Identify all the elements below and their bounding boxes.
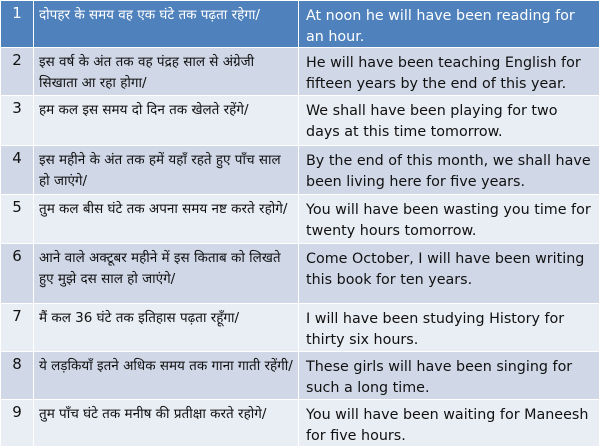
row-number: 4 xyxy=(1,146,33,194)
english-sentence: He will have been teaching English for fifteen years by the end of this year. xyxy=(299,48,599,95)
english-sentence: I will have been studying History for thirty six hours. xyxy=(299,304,599,351)
english-sentence: You will have been waiting for Maneesh for five hours. xyxy=(299,400,599,446)
hindi-sentence: तुम कल बीस घंटे तक अपना समय नष्ट करते रहोगे/ xyxy=(34,195,298,243)
hindi-sentence: आने वाले अक्टूबर महीने में इस किताब को लिखते हुए मुझे दस साल हो जाएंगे/ xyxy=(34,244,298,303)
hindi-sentence: तुम पाँच घंटे तक मनीष की प्रतीक्षा करते रहोगे/ xyxy=(34,400,298,446)
hindi-sentence: इस वर्ष के अंत तक वह पंद्रह साल से अंग्रेजी सिखाता आ रहा होगा/ xyxy=(34,48,298,95)
row-number: 3 xyxy=(1,96,33,145)
english-sentence: By the end of this month, we shall have been living here for five years. xyxy=(299,146,599,194)
row-number: 7 xyxy=(1,304,33,351)
row-number: 6 xyxy=(1,244,33,303)
english-sentence: Come October, I will have been writing this book for ten years. xyxy=(299,244,599,303)
hindi-sentence: हम कल इस समय दो दिन तक खेलते रहेंगे/ xyxy=(34,96,298,145)
hindi-sentence: ये लड़कियाँ इतने अधिक समय तक गाना गाती रहेंगी/ xyxy=(34,352,298,399)
hindi-sentence: दोपहर के समय वह एक घंटे तक पढ़ता रहेगा/ xyxy=(34,1,298,47)
english-sentence: These girls will have been singing for such a long time. xyxy=(299,352,599,399)
english-sentence: At noon he will have been reading for an hour. xyxy=(299,1,599,47)
row-number: 2 xyxy=(1,48,33,95)
row-number: 1 xyxy=(1,1,33,47)
english-sentence: We shall have been playing for two days at this time tomorrow. xyxy=(299,96,599,145)
row-number: 5 xyxy=(1,195,33,243)
sentence-table xyxy=(1,1,599,445)
hindi-sentence: मैं कल 36 घंटे तक इतिहास पढ़ता रहूँगा/ xyxy=(34,304,298,351)
hindi-sentence: इस महीने के अंत तक हमें यहाँ रहते हुए पाँच साल हो जाएंगे/ xyxy=(34,146,298,194)
row-number: 8 xyxy=(1,352,33,399)
row-number: 9 xyxy=(1,400,33,446)
english-sentence: You will have been wasting you time for twenty hours tomorrow. xyxy=(299,195,599,243)
